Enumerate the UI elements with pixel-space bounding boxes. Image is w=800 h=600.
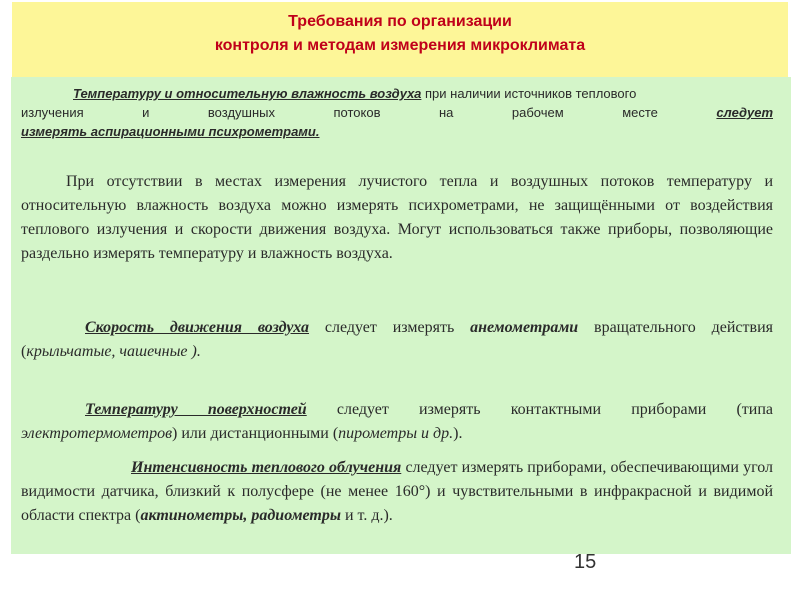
- slide-title-banner: [12, 2, 788, 84]
- term-temperature-humidity: Температуру и относительную влажность воздуха: [73, 86, 422, 101]
- devices-actinometers-radiometers: актинометры, радиометры: [140, 507, 341, 524]
- term-air-speed: Скорость движения воздуха: [85, 319, 310, 336]
- term-thermal-irradiation: Интенсивность теплового облучения: [131, 459, 402, 476]
- title-line-2: контроля и методам измерения микроклимата: [214, 37, 586, 54]
- paragraph-air-speed: Скорость движения воздуха следует измерять анемометрами вращательного действия (крыльчатые, чашечные ).: [21, 319, 773, 360]
- paragraph-surface-temperature: Температуру поверхностей следует измерять контактными приборами (типа электротермометров) или дистанционными (пирометры и др.).: [21, 401, 773, 442]
- paragraph-humidity-line-2: излучения и воздушных потоков на рабочем месте следует: [21, 105, 774, 120]
- instruction-aspiration-psychrometers: измерять аспирационными психрометрами.: [21, 124, 320, 139]
- term-surface-temperature: Температуру поверхностей: [85, 401, 307, 418]
- paragraph-no-radiation: При отсутствии в местах измерения лучистого тепла и воздушных потоков температуру и относительную влажность воздуха можно измерять психрометрами, не защищёнными от воздействия теплового излучения и скорости движения воздуха. Могут использоваться также приборы, позволяющие раздельно измерять температуру и влажность воздуха.: [21, 173, 773, 262]
- paragraph-humidity-text-1: при наличии источников теплового: [421, 86, 637, 101]
- title-line-1: Требования по организации: [288, 13, 512, 30]
- paragraph-humidity: [21, 84, 773, 141]
- device-anemometers: анемометрами: [470, 319, 579, 336]
- content-panel: [11, 77, 791, 554]
- paragraph-thermal-irradiation: Интенсивность теплового облучения следует измерять приборами, обеспечивающими угол видимости датчика, близкий к полусфере (не менее 160°) и чувствительными в инфракрасной и видимой области спектра (актинометры, радиометры и т. д.).: [21, 459, 774, 524]
- page-number: 15: [574, 551, 597, 573]
